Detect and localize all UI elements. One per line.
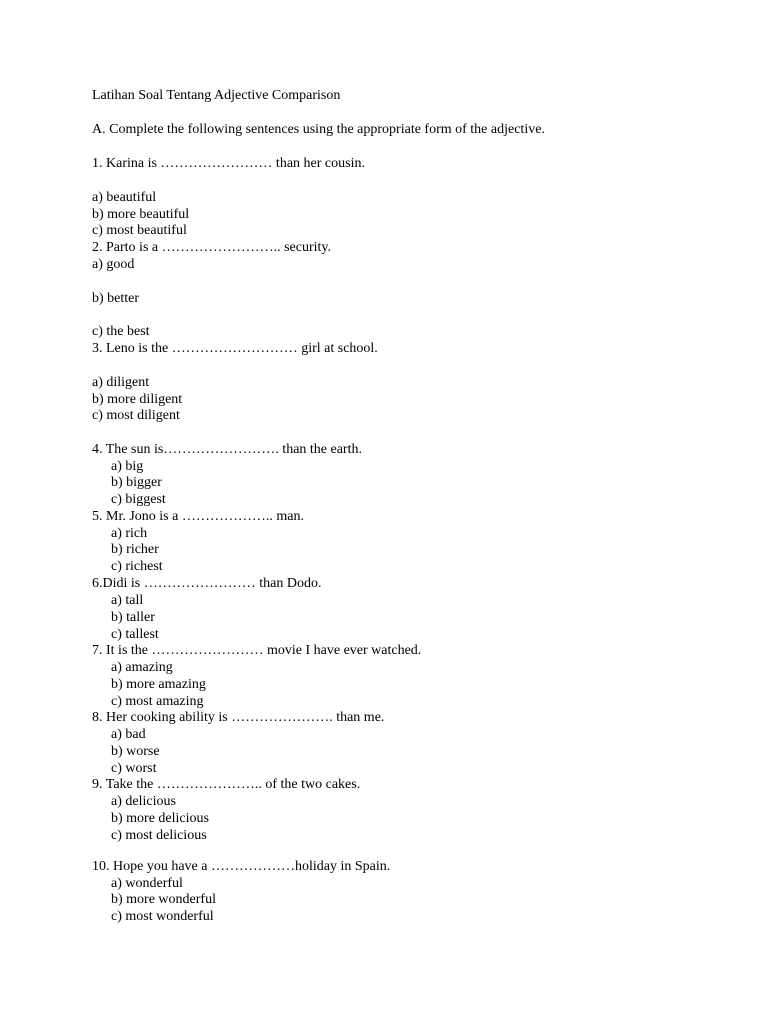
instruction-text: A. Complete the following sentences using the appropriate form of the adjective.	[92, 122, 545, 137]
question-4-option-a: a) big	[111, 459, 144, 474]
question-1-option-b: b) more beautiful	[92, 207, 190, 222]
question-10-option-c: c) most wonderful	[111, 909, 214, 924]
question-8-option-a: a) bad	[111, 727, 146, 742]
question-3: 3. Leno is the ……………………… girl at school.	[92, 341, 378, 356]
question-1-option-a: a) beautiful	[92, 190, 157, 205]
question-9-option-a: a) delicious	[111, 794, 176, 809]
question-7-option-b: b) more amazing	[111, 677, 206, 692]
question-10: 10. Hope you have a ………………holiday in Spain.	[92, 859, 391, 874]
question-1: 1. Karina is …………………… than her cousin.	[92, 156, 365, 171]
question-6-option-b: b) taller	[111, 610, 155, 625]
question-2: 2. Parto is a …………………….. security.	[92, 240, 332, 255]
question-8-option-c: c) worst	[111, 761, 157, 776]
question-6-option-c: c) tallest	[111, 627, 159, 642]
document-title: Latihan Soal Tentang Adjective Comparison	[92, 88, 341, 103]
question-5-option-a: a) rich	[111, 526, 148, 541]
question-3-option-c: c) most diligent	[92, 408, 180, 423]
question-6: 6.Didi is …………………… than Dodo.	[92, 576, 322, 591]
question-7-option-a: a) amazing	[111, 660, 173, 675]
question-4-option-b: b) bigger	[111, 475, 162, 490]
question-2-option-a: a) good	[92, 257, 135, 272]
question-10-option-a: a) wonderful	[111, 876, 183, 891]
question-3-option-b: b) more diligent	[92, 392, 183, 407]
question-2-option-c: c) the best	[92, 324, 150, 339]
question-8: 8. Her cooking ability is …………………. than me.	[92, 710, 385, 725]
question-2-option-b: b) better	[92, 291, 140, 306]
question-4: 4. The sun is……………………. than the earth.	[92, 442, 362, 457]
question-9-option-b: b) more delicious	[111, 811, 209, 826]
question-7-option-c: c) most amazing	[111, 694, 204, 709]
question-7: 7. It is the …………………… movie I have ever watched.	[92, 643, 422, 658]
question-10-option-b: b) more wonderful	[111, 892, 216, 907]
question-6-option-a: a) tall	[111, 593, 144, 608]
question-3-option-a: a) diligent	[92, 375, 150, 390]
question-9-option-c: c) most delicious	[111, 828, 207, 843]
question-8-option-b: b) worse	[111, 744, 160, 759]
question-5-option-c: c) richest	[111, 559, 163, 574]
question-9: 9. Take the ………………….. of the two cakes.	[92, 777, 361, 792]
question-5-option-b: b) richer	[111, 542, 159, 557]
question-5: 5. Mr. Jono is a ……………….. man.	[92, 509, 304, 524]
question-4-option-c: c) biggest	[111, 492, 166, 507]
question-1-option-c: c) most beautiful	[92, 223, 187, 238]
